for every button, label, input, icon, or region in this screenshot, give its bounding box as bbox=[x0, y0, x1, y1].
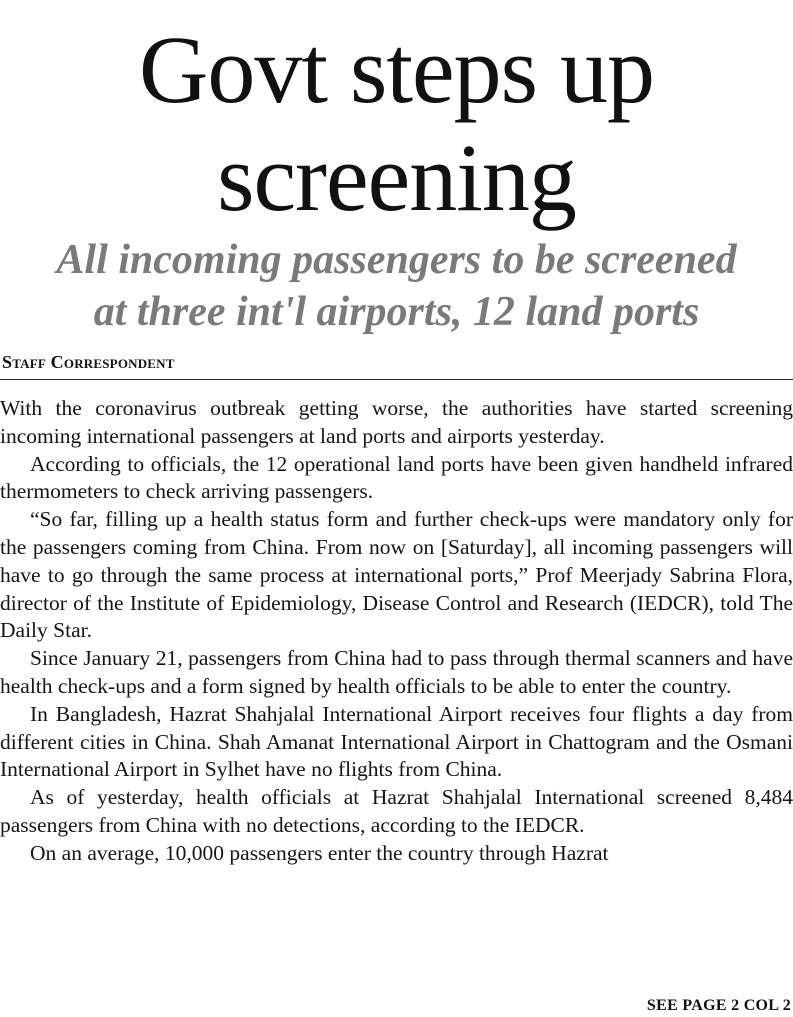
byline-divider bbox=[0, 379, 793, 380]
article-body bbox=[0, 395, 793, 868]
article-paragraph-7: On an average, 10,000 passengers enter the country through Hazrat bbox=[30, 840, 609, 865]
article-paragraph-6: As of yesterday, health officials at Hazrat Shahjalal International screened 8,484 passengers from China with no detections, according to the IEDCR. bbox=[0, 785, 793, 837]
subheadline-line-2: at three int'l airports, 12 land ports bbox=[93, 289, 700, 335]
article-paragraph-3: “So far, filling up a health status form and further check-ups were mandatory only for the passengers coming from China. From now on [Saturday], all incoming passengers will have to go through the same process at international ports,” Prof Meerjady Sabrina Flora, director of the Institute of Epidemiology, Disease Control and Research (IEDCR), told The Daily Star. bbox=[0, 507, 793, 643]
article-paragraph-4: Since January 21, passengers from China had to pass through thermal scanners and have health check-ups and a form signed by health officials to be able to enter the country. bbox=[0, 646, 793, 698]
byline: Staff Correspondent bbox=[2, 352, 175, 372]
headline-line-1: Govt steps up bbox=[139, 16, 654, 123]
subheadline-line-1: All incoming passengers to be screened bbox=[56, 237, 737, 283]
subheadline bbox=[0, 234, 793, 338]
headline bbox=[0, 0, 793, 232]
article-paragraph-5: In Bangladesh, Hazrat Shahjalal International Airport receives four flights a day from different cities in China. Shah Amanat International Airport in Chattogram and the Osmani International Airport in Sylhet have no flights from China. bbox=[0, 701, 793, 782]
continued-on-page-note: SEE PAGE 2 COL 2 bbox=[646, 997, 791, 1014]
article-paragraph-2: According to officials, the 12 operational land ports have been given handheld infrared thermometers to check arriving passengers. bbox=[0, 451, 793, 504]
headline-line-2: screening bbox=[217, 124, 576, 231]
article-paragraph-1: With the coronavirus outbreak getting worse, the authorities have started screening incoming international passengers at land ports and airports yesterday. bbox=[0, 396, 793, 448]
